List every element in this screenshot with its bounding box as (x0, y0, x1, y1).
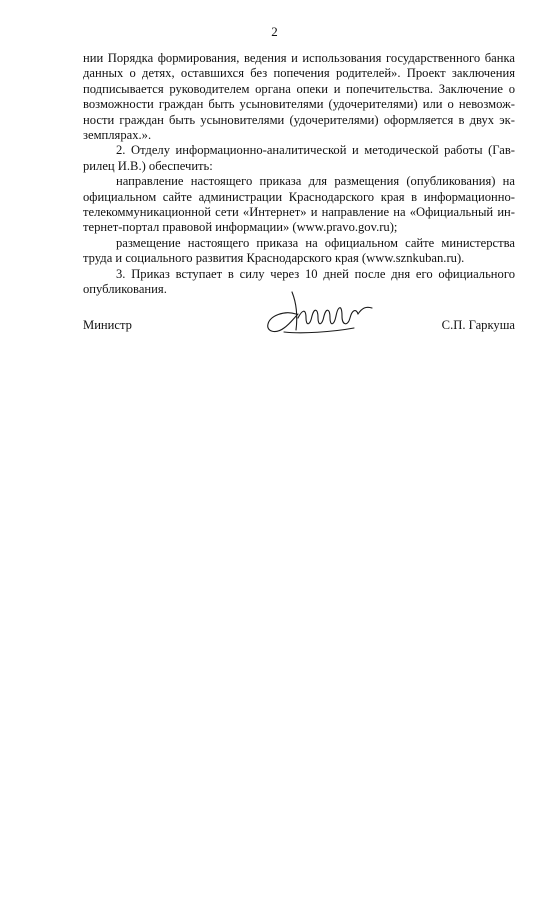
text-line: ности граждан быть усыновителями (удочерителями) оформляется в двух эк- (83, 112, 515, 127)
text-line: подписывается руководителем органа опеки и попечительства. Заключение о (83, 81, 515, 96)
paragraph-item-2 (83, 143, 515, 174)
document-body (83, 51, 515, 298)
text-line: 2. Отделу информационно-аналитической и методической работы (Гав- (116, 143, 515, 158)
signature-block (83, 318, 515, 338)
text-line: труда и социального развития Краснодарского края (www.sznkuban.ru). (83, 251, 465, 266)
paragraph-publication (83, 174, 515, 236)
text-line: тернет-портал правовой информации» (www.pravo.gov.ru); (83, 220, 398, 235)
text-line: официальном сайте администрации Краснодарского края в информационно- (83, 189, 515, 204)
text-line: данных о детях, оставшихся без попечения родителей». Проект заключения (83, 66, 515, 81)
text-line: 3. Приказ вступает в силу через 10 дней после дня его официального (116, 266, 515, 281)
text-line: направление настоящего приказа для размещения (опубликования) на (116, 174, 515, 189)
text-line: земплярах.». (83, 128, 152, 143)
text-line: опубликования. (83, 282, 167, 297)
text-line: размещение настоящего приказа на официальном сайте министерства (116, 235, 515, 250)
signatory-name: С.П. Гаркуша (441, 318, 515, 332)
text-line: нии Порядка формирования, ведения и использования государственного банка (83, 51, 515, 65)
paragraph-website (83, 236, 515, 267)
text-line: телекоммуникационной сети «Интернет» и направление на «Официальный ин- (83, 205, 515, 220)
page-number: 2 (271, 24, 278, 39)
paragraph-continuation (83, 51, 515, 143)
signatory-position: Министр (83, 318, 132, 332)
text-line: рилец И.В.) обеспечить: (83, 158, 213, 173)
text-line: возможности граждан быть усыновителями (удочерителями) или о невозмож- (83, 97, 515, 112)
